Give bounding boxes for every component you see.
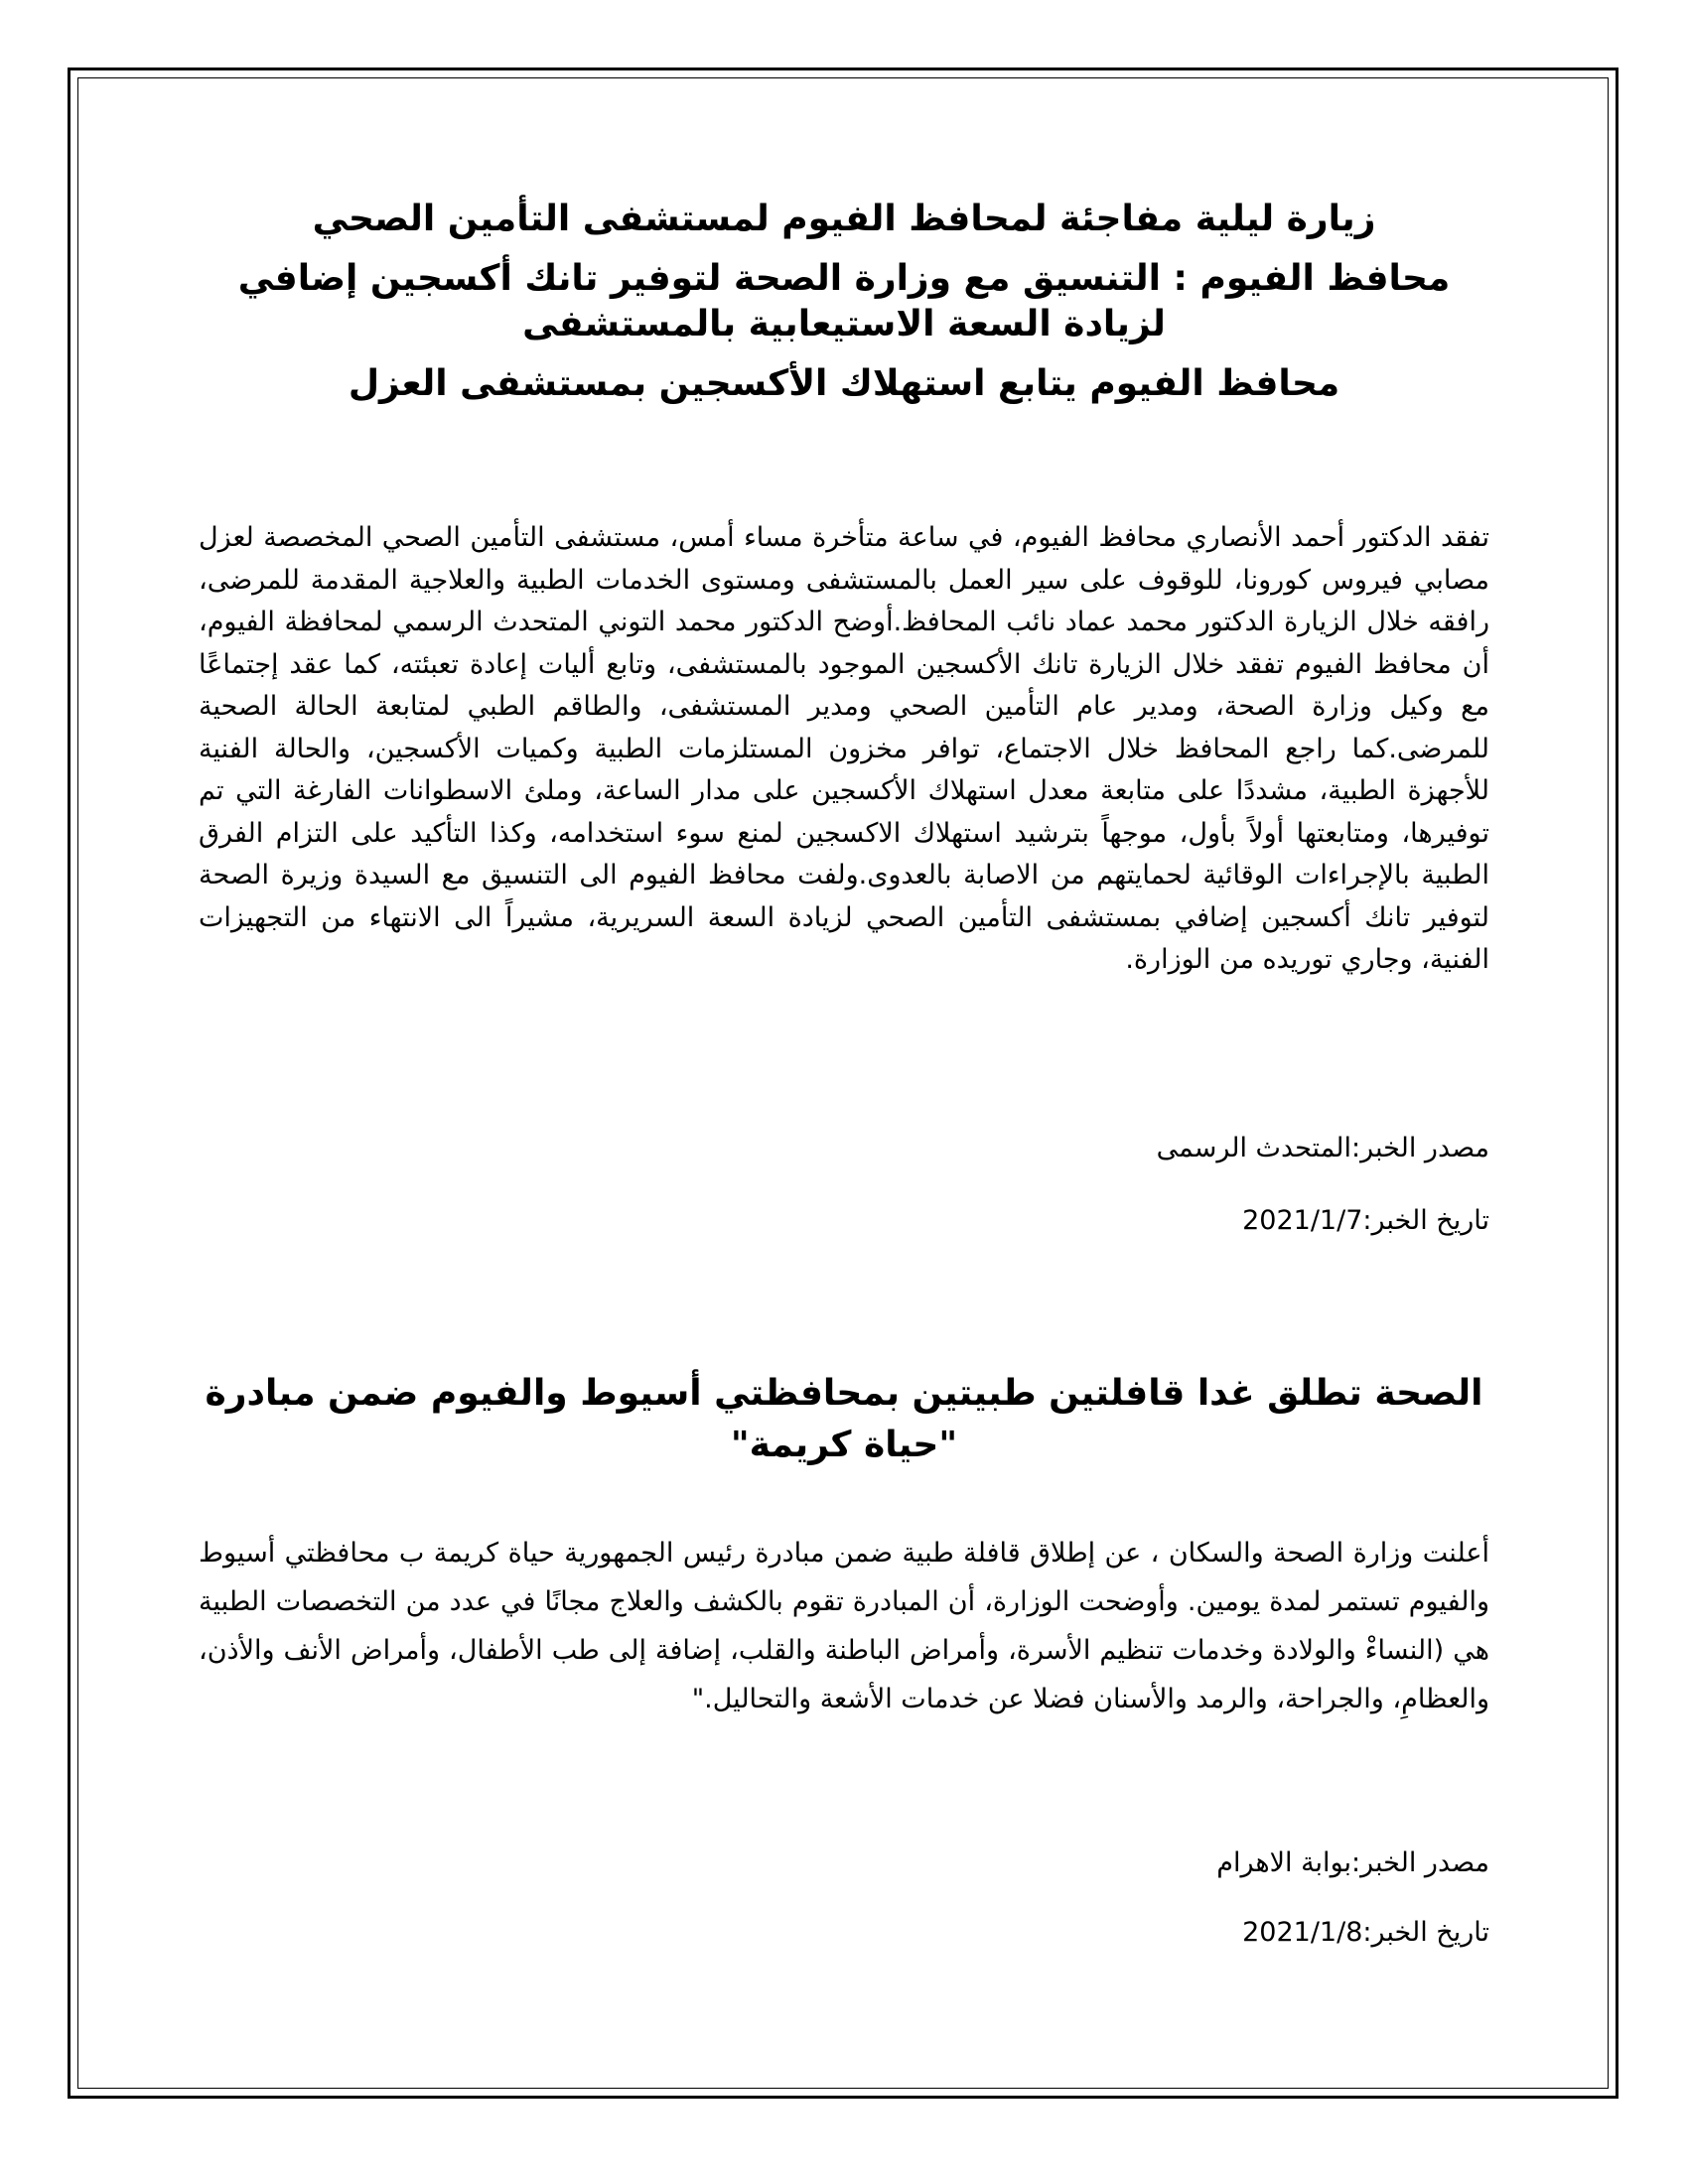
article-2-date-value: 2021/1/8	[1242, 1917, 1363, 1948]
article-2-body: أعلنت وزارة الصحة والسكان ، عن إطلاق قافلة طبية ضمن مبادرة رئيس الجمهورية حياة كريمة ب محافظتي أسيوط والفيوم تستمر لمدة يومين. وأوضحت الوزارة، أن المبادرة تقوم بالكشف والعلاج مجانًا في عدد من التخصصات الطبية هي (النساءْ والولادة وخدمات تنظيم الأسرة، وأمراض الباطنة والقلب، إضافة إلى طب الأطفال، وأمراض الأنف والأذن، والعظامِ، والجراحة، والرمد والأسنان فضلا عن خدمات الأشعة والتحاليل."	[199, 1538, 1489, 1714]
article-2-body-container	[199, 1529, 1489, 1723]
article-2-source: مصدر الخبر:بوابة الاهرام	[1216, 1847, 1489, 1878]
article-1-headline-1: زيارة ليلية مفاجئة لمحافظ الفيوم لمستشفى التأمين الصحي	[312, 199, 1376, 239]
article-1-date-value: 2021/1/7	[1242, 1205, 1363, 1236]
article-2-date	[199, 1916, 1489, 1950]
article-1-headlines	[199, 197, 1489, 407]
article-1-body-container	[199, 517, 1489, 982]
article-1-date	[199, 1204, 1489, 1238]
article-1-headline-2: محافظ الفيوم : التنسيق مع وزارة الصحة لتوفير تانك أكسجين إضافي لزيادة السعة الاستيعابية بالمستشفى	[237, 258, 1451, 344]
article-1-date-label: تاريخ الخبر:	[1362, 1205, 1489, 1236]
article-1-headline-3: محافظ الفيوم يتابع استهلاك الأكسجين بمستشفى العزل	[348, 363, 1340, 404]
article-1-body: تفقد الدكتور أحمد الأنصاري محافظ الفيوم، في ساعة متأخرة مساء أمس، مستشفى التأمين الصحي المخصصة لعزل مصابي فيروس كورونا، للوقوف على سير العمل بالمستشفى ومستوى الخدمات الطبية والعلاجية المقدمة للمرضى، رافقه خلال الزيارة الدكتور محمد عماد نائب المحافظ.أوضح الدكتور محمد التوني المتحدث الرسمي لمحافظة الفيوم، أن محافظ الفيوم تفقد خلال الزيارة تانك الأكسجين الموجود بالمستشفى، وتابع أليات إعادة تعبئته، كما عقد إجتماعًا مع وكيل وزارة الصحة، ومدير عام التأمين الصحي ومدير المستشفى، والطاقم الطبي لمتابعة الحالة الصحية للمرضى.كما راجع المحافظ خلال الاجتماع، توافر مخزون المستلزمات الطبية وكميات الأكسجين، والحالة الفنية للأجهزة الطبية، مشددًا على متابعة معدل استهلاك الأكسجين على مدار الساعة، وملئ الاسطوانات الفارغة التي تم توفيرها، ومتابعتها أولاً بأول، موجهاً بترشيد استهلاك الاكسجين لمنع سوء استخدامه، وكذا التأكيد على التزام الفرق الطبية بالإجراءات الوقائية لحمايتهم من الاصابة بالعدوى.ولفت محافظ الفيوم الى التنسيق مع السيدة وزيرة الصحة لتوفير تانك أكسجين إضافي بمستشفى التأمين الصحي لزيادة السعة السريرية، مشيراً الى الانتهاء من التجهيزات الفنية، وجاري توريده من الوزارة.	[199, 522, 1489, 975]
article-2-headline-container	[199, 1368, 1489, 1471]
article-2-date-label: تاريخ الخبر:	[1362, 1917, 1489, 1948]
article-2-headline: الصحة تطلق غدا قافلتين طبيتين بمحافظتي أسيوط والفيوم ضمن مبادرة "حياة كريمة"	[205, 1373, 1483, 1465]
article-1-source: مصدر الخبر:المتحدث الرسمى	[1156, 1133, 1489, 1163]
